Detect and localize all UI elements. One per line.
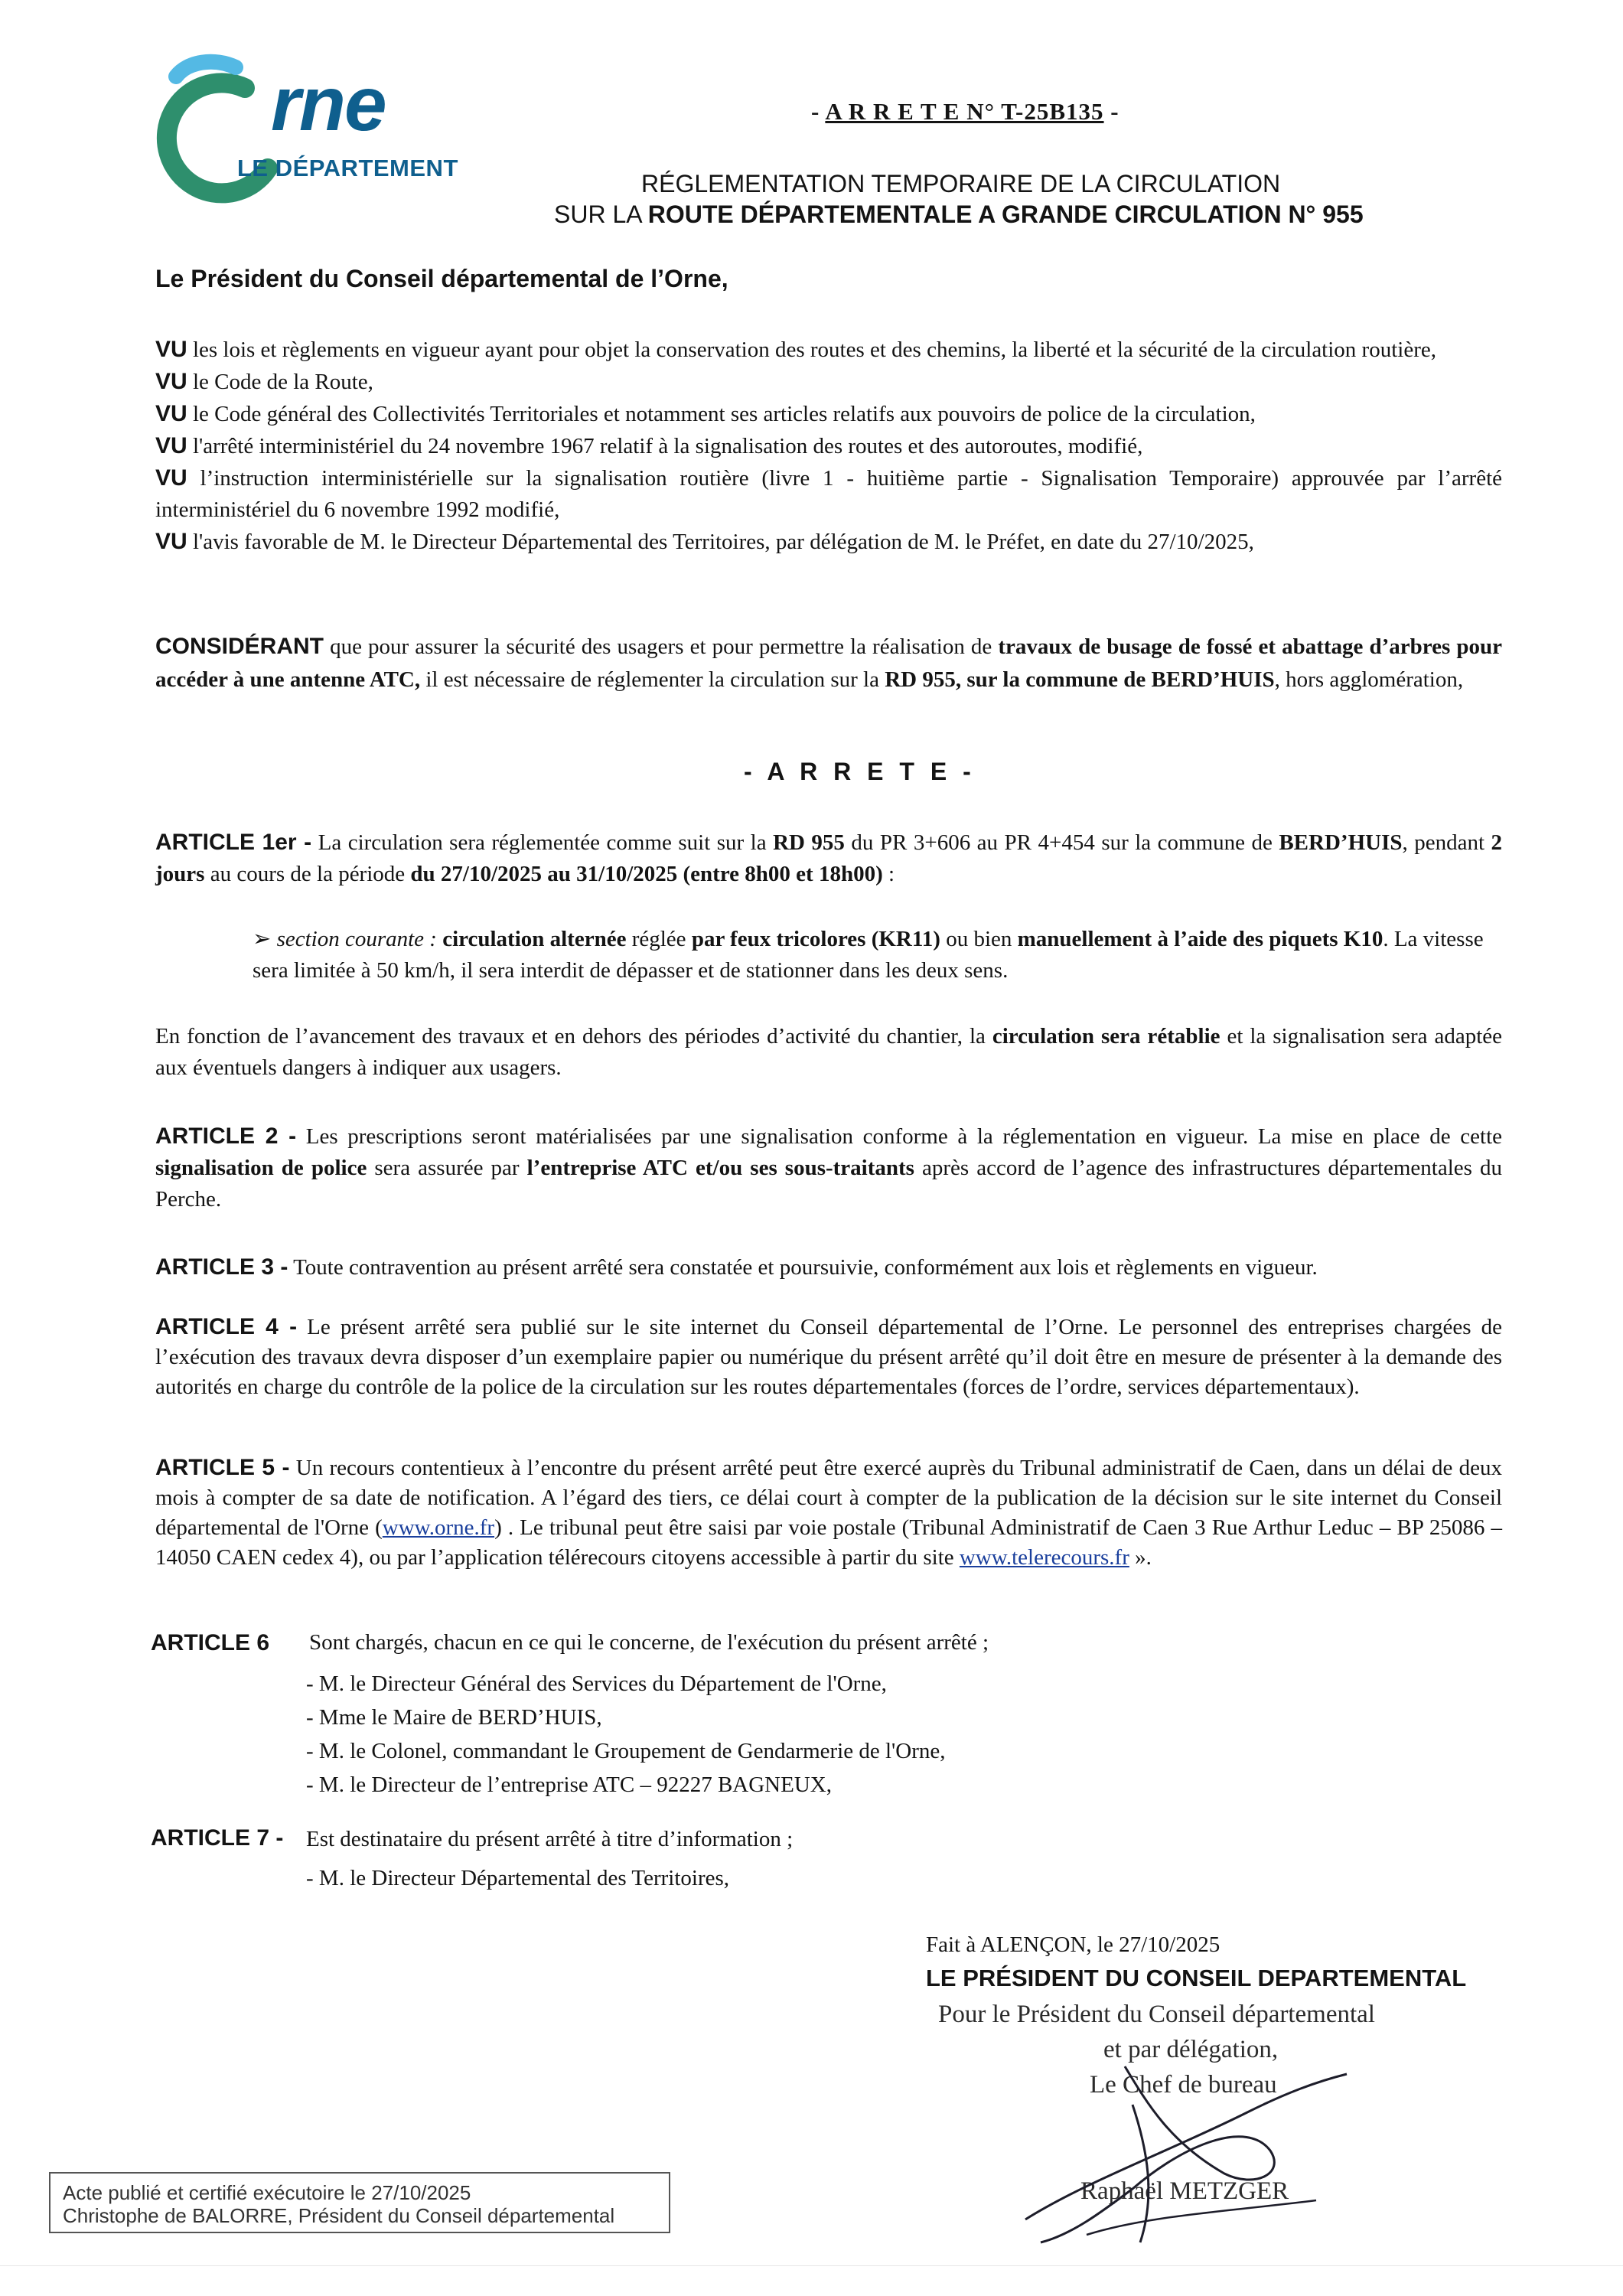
signatory-name: Raphaël METZGER bbox=[1080, 2177, 1289, 2205]
logo-arc-icon bbox=[130, 54, 283, 207]
article-7-intro: Est destinataire du présent arrêté à titre d’information ; bbox=[306, 1827, 794, 1851]
list-item: - M. le Colonel, commandant le Groupement de Gendarmerie de l'Orne, bbox=[306, 1739, 946, 1763]
signature-delegation-line-1: Pour le Président du Conseil départemental bbox=[938, 2001, 1375, 2028]
vu-item: VU l'arrêté interministériel du 24 novembre 1967 relatif à la signalisation des routes et des autoroutes, modifié, bbox=[155, 433, 1143, 458]
signature-place-date: Fait à ALENÇON, le 27/10/2025 bbox=[926, 1932, 1221, 1957]
vu-item: VU le Code général des Collectivités Territoriales et notamment ses articles relatifs aux pouvoirs de police de la circulation, bbox=[155, 401, 1256, 426]
president-heading: Le Président du Conseil départemental de l’Orne, bbox=[155, 265, 728, 292]
handwritten-signature bbox=[995, 2059, 1362, 2250]
orne-logo bbox=[130, 54, 482, 207]
logo-subtitle: LE DÉPARTEMENT bbox=[237, 155, 458, 181]
article-1: ARTICLE 1er - La circulation sera réglementée comme suit sur la RD 955 du PR 3+606 au PR 4+454 sur la commune de BERD’HUIS, pendant 2 jours au cours de la période du 27/10/2025 au 31/10/2025 (entre 8h00 et 18h00) : bbox=[155, 830, 1503, 886]
vu-item: VU l'avis favorable de M. le Directeur Départemental des Territoires, par délégation de M. le Préfet, en date du 27/10/2025, bbox=[155, 529, 1254, 554]
logo-wordmark: rne bbox=[271, 61, 386, 147]
article-6-list bbox=[306, 1667, 945, 1802]
telerecours-link[interactable]: www.telerecours.fr bbox=[959, 1545, 1129, 1570]
vu-item: VU les lois et règlements en vigueur ayant pour objet la conservation des routes et des chemins, la liberté et la sécurité de la circulation routière, bbox=[155, 337, 1436, 362]
orne-website-link[interactable]: www.orne.fr bbox=[382, 1515, 495, 1540]
list-item: - M. le Directeur Départemental des Territoires, bbox=[306, 1866, 730, 1890]
vu-item: VU le Code de la Route, bbox=[155, 369, 373, 394]
signature-delegation-line-3: Le Chef de bureau bbox=[1090, 2071, 1277, 2099]
fonction-paragraph: En fonction de l’avancement des travaux et en dehors des périodes d’activité du chantier, la circulation sera rétablie et la signalisation sera adaptée aux éventuels dangers à indiquer aux usagers. bbox=[155, 1024, 1502, 1080]
considerant-paragraph: CONSIDÉRANT que pour assurer la sécurité des usagers et pour permettre la réalisation de travaux de busage de fossé et abattage d’arbres pour accéder à une antenne ATC, il est nécessaire de réglementer la circulation sur la RD 955, sur la commune de BERD’HUIS, hors agglomération, bbox=[155, 634, 1502, 692]
arrete-number: - A R R E T E N° T-25B135 - bbox=[811, 98, 1119, 125]
document-title-line-2: SUR LA ROUTE DÉPARTEMENTALE A GRANDE CIRCULATION N° 955 bbox=[554, 201, 1364, 228]
bullet-arrow-icon: ➢ bbox=[253, 927, 272, 951]
list-item: - M. le Directeur de l’entreprise ATC – 92227 BAGNEUX, bbox=[306, 1773, 832, 1797]
stamp-line-1: Acte publié et certifié exécutoire le 27/10/2025 bbox=[63, 2181, 471, 2204]
list-item: - M. le Directeur Général des Services du Département de l'Orne, bbox=[306, 1671, 887, 1696]
article-7-label: ARTICLE 7 - bbox=[151, 1825, 284, 1851]
arrete-heading: - A R R E T E - bbox=[744, 758, 976, 785]
article-7-list bbox=[306, 1861, 729, 1895]
document-title-line-1: RÉGLEMENTATION TEMPORAIRE DE LA CIRCULATION bbox=[641, 170, 1281, 197]
vu-item: VU l’instruction interministérielle sur la signalisation routière (livre 1 - huitième partie - Signalisation Temporaire) approuvée par l’arrêté interministériel du 6 novembre 1992 modifié, bbox=[155, 465, 1503, 522]
list-item: - Mme le Maire de BERD’HUIS, bbox=[306, 1705, 602, 1730]
section-courante-item: ➢ section courante : circulation alternée réglée par feux tricolores (KR11) ou bien manuellement à l’aide des piquets K10. La vitesse sera limitée à 50 km/h, il sera interdit de dépasser et de stationner dans les deux sens. bbox=[253, 927, 1484, 983]
article-4: ARTICLE 4 - Le présent arrêté sera publié sur le site internet du Conseil départemental de l’Orne. Le personnel des entreprises chargées de l’exécution des travaux devra disposer d’un exemplaire papier ou numérique du présent arrêté qu’il doit être en mesure de présenter à la demande des autorités en charge du contrôle de la police de la circulation sur les routes départementales (forces de l’ordre, services départementaux). bbox=[155, 1314, 1502, 1399]
signature-title: LE PRÉSIDENT DU CONSEIL DEPARTEMENTAL bbox=[926, 1965, 1467, 1991]
article-2: ARTICLE 2 - Les prescriptions seront matérialisées par une signalisation conforme à la réglementation en vigueur. La mise en place de cette signalisation de police sera assurée par l’entreprise ATC et/ou ses sous-traitants après accord de l’agence des infrastructures départementales du Perche. bbox=[155, 1124, 1503, 1212]
article-6-label: ARTICLE 6 bbox=[151, 1630, 270, 1655]
article-3: ARTICLE 3 - Toute contravention au présent arrêté sera constatée et poursuivie, conformément aux lois et règlements en vigueur. bbox=[155, 1254, 1318, 1280]
stamp-line-2: Christophe de BALORRE, Président du Conseil départemental bbox=[63, 2204, 615, 2227]
page-edge-divider bbox=[0, 2265, 1623, 2266]
vu-list bbox=[155, 334, 1502, 558]
article-5: ARTICLE 5 - Un recours contentieux à l’encontre du présent arrêté peut être exercé auprès du Tribunal administratif de Caen, dans un délai de deux mois à compter de sa date de notification. A l’égard des tiers, ce délai court à compter de la publication de la décision sur le site internet du Conseil départemental de l'Orne (www.orne.fr) . Le tribunal peut être saisi par voie postale (Tribunal Administratif de Caen 3 Rue Arthur Leduc – BP 25086 – 14050 CAEN cedex 4), ou par l’application télérecours citoyens accessible à partir du site www.telerecours.fr ». bbox=[155, 1455, 1502, 1570]
article-6-intro: Sont chargés, chacun en ce qui le concerne, de l'exécution du présent arrêté ; bbox=[309, 1630, 989, 1655]
signature-delegation-line-2: et par délégation, bbox=[1103, 2036, 1279, 2063]
